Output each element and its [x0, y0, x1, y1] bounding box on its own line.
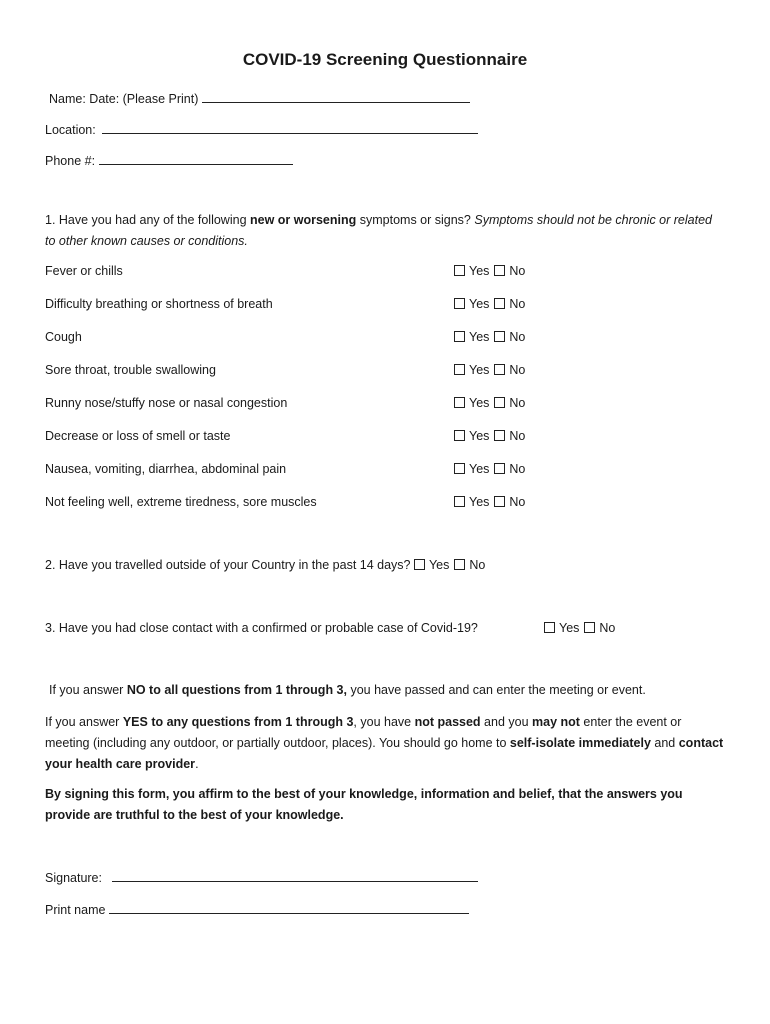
checkbox-icon — [494, 364, 505, 375]
checkbox-icon — [494, 265, 505, 276]
question-3 — [45, 621, 478, 635]
question-1-text-2: symptoms or signs? — [356, 213, 475, 227]
checkbox-icon — [454, 463, 465, 474]
checkbox-icon — [454, 331, 465, 342]
fail-paragraph — [45, 712, 725, 775]
question-3-no[interactable] — [584, 621, 615, 635]
print-name-input-line[interactable] — [109, 899, 469, 914]
fail-text-5: and — [650, 736, 679, 750]
no-label: No — [509, 429, 526, 443]
print-name-field — [45, 899, 469, 917]
yes-label: Yes — [469, 495, 490, 509]
no-label: No — [509, 363, 526, 377]
fail-text-6: . — [195, 757, 199, 771]
yes-label: Yes — [469, 330, 490, 344]
symptom-options — [454, 495, 525, 509]
location-label: Location: — [45, 123, 96, 137]
fail-text-2: , you have — [353, 715, 415, 729]
yes-label: Yes — [469, 462, 490, 476]
may-not-emphasis: may not — [532, 715, 580, 729]
phone-input-line[interactable] — [99, 150, 293, 165]
symptom-options — [454, 363, 525, 377]
no-label: No — [509, 264, 526, 278]
symptom-options — [454, 396, 525, 410]
self-isolate-emphasis: self-isolate immediately — [509, 736, 651, 750]
checkbox-icon — [494, 298, 505, 309]
fail-text-4: enter the event or meeting (including any outdoor, or partially outdoor, places). You should go home to — [45, 715, 682, 750]
question-1-text: 1. Have you had any of the following — [45, 213, 250, 227]
checkbox-icon — [454, 397, 465, 408]
question-2-text: 2. Have you travelled outside of your Country in the past 14 days? — [45, 558, 411, 572]
symptom-yes[interactable] — [454, 264, 489, 278]
symptom-label: Decrease or loss of smell or taste — [45, 429, 231, 443]
symptom-yes[interactable] — [454, 363, 489, 377]
symptom-label: Not feeling well, extreme tiredness, sore muscles — [45, 495, 317, 509]
print-name-label: Print name — [45, 903, 106, 917]
checkbox-icon — [494, 496, 505, 507]
symptom-options — [454, 330, 525, 344]
name-date-field — [49, 88, 470, 106]
no-label: No — [509, 396, 526, 410]
symptom-label: Fever or chills — [45, 264, 123, 278]
question-1-emphasis: new or worsening — [250, 213, 357, 227]
symptom-no[interactable] — [494, 396, 525, 410]
checkbox-icon — [494, 463, 505, 474]
symptom-no[interactable] — [494, 297, 525, 311]
symptom-options — [454, 429, 525, 443]
name-date-input-line[interactable] — [202, 88, 470, 103]
location-field — [45, 119, 478, 137]
symptom-label: Runny nose/stuffy nose or nasal congestion — [45, 396, 288, 410]
signature-label: Signature: — [45, 871, 102, 885]
yes-label: Yes — [469, 264, 490, 278]
symptom-no[interactable] — [494, 363, 525, 377]
no-label: No — [509, 495, 526, 509]
checkbox-icon — [494, 331, 505, 342]
fail-text-3: and you — [480, 715, 533, 729]
pass-emphasis: NO to all questions from 1 through 3, — [126, 683, 347, 697]
checkbox-icon — [454, 298, 465, 309]
symptom-label: Difficulty breathing or shortness of breath — [45, 297, 273, 311]
checkbox-icon — [454, 265, 465, 276]
symptom-no[interactable] — [494, 495, 525, 509]
no-label: No — [509, 330, 526, 344]
yes-label: Yes — [469, 363, 490, 377]
pass-text: If you answer — [49, 683, 127, 697]
no-label: No — [599, 621, 616, 635]
signature-input-line[interactable] — [112, 867, 478, 882]
yes-label: Yes — [469, 297, 490, 311]
checkbox-icon — [454, 496, 465, 507]
yes-label: Yes — [469, 396, 490, 410]
question-3-text: 3. Have you had close contact with a confirmed or probable case of Covid-19? — [45, 621, 478, 635]
phone-field — [45, 150, 293, 168]
contact-provider-emphasis: contact your health care provider — [45, 736, 724, 771]
symptom-yes[interactable] — [454, 462, 489, 476]
symptom-label: Cough — [45, 330, 82, 344]
no-label: No — [509, 297, 526, 311]
page-title: COVID-19 Screening Questionnaire — [242, 50, 528, 69]
question-1 — [45, 210, 725, 252]
symptom-no[interactable] — [494, 330, 525, 344]
symptom-yes[interactable] — [454, 396, 489, 410]
checkbox-icon — [584, 622, 595, 633]
pass-text-2: you have passed and can enter the meeting or event. — [346, 683, 646, 697]
checkbox-icon — [544, 622, 555, 633]
pass-paragraph — [49, 683, 646, 697]
checkbox-icon — [494, 397, 505, 408]
symptom-options — [454, 264, 525, 278]
checkbox-icon — [454, 364, 465, 375]
question-3-yes[interactable] — [544, 621, 579, 635]
checkbox-icon — [494, 430, 505, 441]
symptom-no[interactable] — [494, 264, 525, 278]
fail-emphasis: YES to any questions from 1 through 3 — [122, 715, 354, 729]
question-3-options — [544, 621, 615, 635]
symptom-no[interactable] — [494, 429, 525, 443]
symptom-no[interactable] — [494, 462, 525, 476]
affirmation-paragraph: By signing this form, you affirm to the best of your knowledge, information and belief, that the answers you provide are truthful to the best of your knowledge. — [45, 787, 683, 822]
question-2 — [45, 558, 485, 572]
symptom-label: Sore throat, trouble swallowing — [45, 363, 216, 377]
yes-label: Yes — [428, 558, 450, 572]
no-label: No — [469, 558, 486, 572]
no-label: No — [509, 462, 526, 476]
question-2-yes[interactable] — [414, 558, 449, 572]
symptom-yes[interactable] — [454, 495, 489, 509]
checkbox-icon — [454, 559, 465, 570]
symptom-options — [454, 297, 525, 311]
question-2-no[interactable] — [454, 558, 485, 572]
symptom-options — [454, 462, 525, 476]
checkbox-icon — [414, 559, 425, 570]
location-input-line[interactable] — [102, 119, 478, 134]
yes-label: Yes — [469, 429, 490, 443]
phone-label: Phone #: — [45, 154, 96, 168]
signature-field — [45, 867, 478, 885]
symptom-yes[interactable] — [454, 429, 489, 443]
not-passed-emphasis: not passed — [414, 715, 481, 729]
symptom-label: Nausea, vomiting, diarrhea, abdominal pain — [45, 462, 287, 476]
symptom-yes[interactable] — [454, 330, 489, 344]
question-1-note: Symptoms should not be chronic or related to other known causes or conditions. — [45, 213, 712, 248]
checkbox-icon — [454, 430, 465, 441]
symptom-yes[interactable] — [454, 297, 489, 311]
fail-text: If you answer — [45, 715, 123, 729]
yes-label: Yes — [559, 621, 580, 635]
name-date-label: Name: Date: (Please Print) — [49, 92, 199, 106]
